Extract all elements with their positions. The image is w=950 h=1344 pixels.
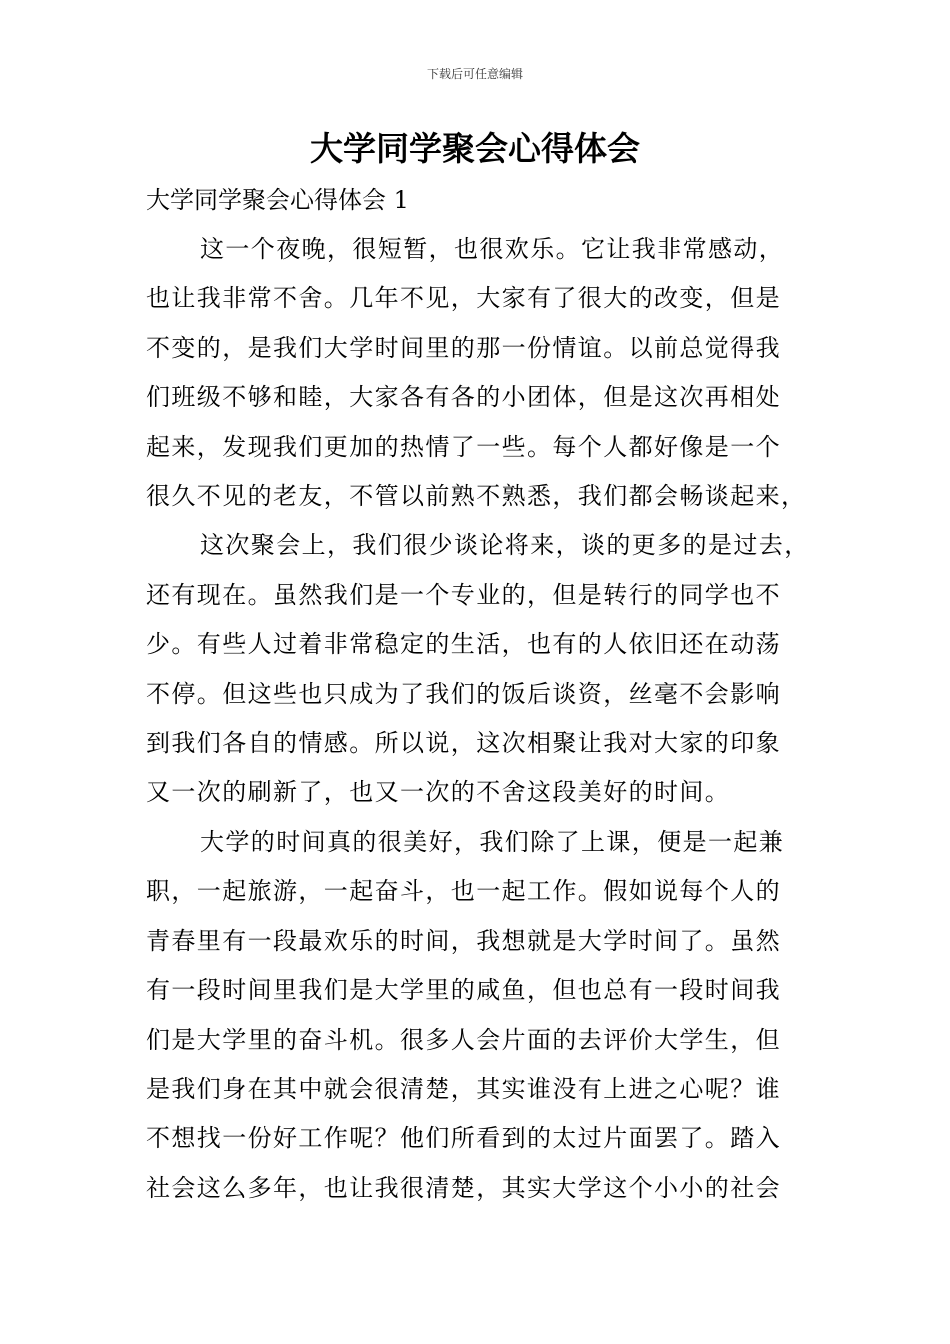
- paragraph-line: 少。有些人过着非常稳定的生活，也有的人依旧还在动荡: [146, 630, 781, 659]
- paragraph-line: 起来，发现我们更加的热情了一些。每个人都好像是一个: [146, 432, 781, 461]
- paragraph-line: 们是大学里的奋斗机。很多人会片面的去评价大学生，但: [146, 1025, 781, 1054]
- document-title: 大学同学聚会心得体会: [310, 129, 640, 168]
- paragraph-line: 到我们各自的情感。所以说，这次相聚让我对大家的印象: [146, 729, 781, 758]
- paragraph-2: [146, 521, 826, 817]
- paragraph-line: 大学的时间真的很美好，我们除了上课，便是一起兼: [200, 827, 785, 856]
- paragraph-line: 有一段时间里我们是大学里的咸鱼，但也总有一段时间我: [146, 976, 781, 1005]
- paragraph-3: [146, 818, 826, 1213]
- paragraph-line: 不想找一份好工作呢？他们所看到的太过片面罢了。踏入: [146, 1124, 781, 1153]
- paragraph-line: 职，一起旅游，一起奋斗，也一起工作。假如说每个人的: [146, 877, 781, 906]
- paragraph-1: [146, 225, 826, 521]
- document-body: [146, 225, 826, 1213]
- paragraph-line: 也让我非常不舍。几年不见，大家有了很大的改变，但是: [146, 284, 781, 313]
- header-note: 下载后可任意编辑: [426, 67, 523, 81]
- section-heading: 大学同学聚会心得体会 1: [146, 186, 409, 214]
- paragraph-line: 这次聚会上，我们很少谈论将来，谈的更多的是过去，: [200, 531, 810, 560]
- paragraph-line: 又一次的刷新了，也又一次的不舍这段美好的时间。: [146, 778, 731, 807]
- paragraph-line: 是我们身在其中就会很清楚，其实谁没有上进之心呢？谁: [146, 1074, 781, 1103]
- paragraph-line: 还有现在。虽然我们是一个专业的，但是转行的同学也不: [146, 580, 781, 609]
- paragraph-line: 们班级不够和睦，大家各有各的小团体，但是这次再相处: [146, 383, 781, 412]
- paragraph-line: 这一个夜晚，很短暂，也很欢乐。它让我非常感动，: [200, 235, 785, 263]
- paragraph-line: 不停。但这些也只成为了我们的饭后谈资，丝毫不会影响: [146, 679, 781, 708]
- paragraph-line: 社会这么多年，也让我很清楚，其实大学这个小小的社会: [146, 1173, 781, 1202]
- paragraph-line: 青春里有一段最欢乐的时间，我想就是大学时间了。虽然: [146, 926, 781, 955]
- paragraph-line: 不变的，是我们大学时间里的那一份情谊。以前总觉得我: [146, 333, 781, 362]
- paragraph-line: 很久不见的老友，不管以前熟不熟悉，我们都会畅谈起来，: [146, 482, 807, 511]
